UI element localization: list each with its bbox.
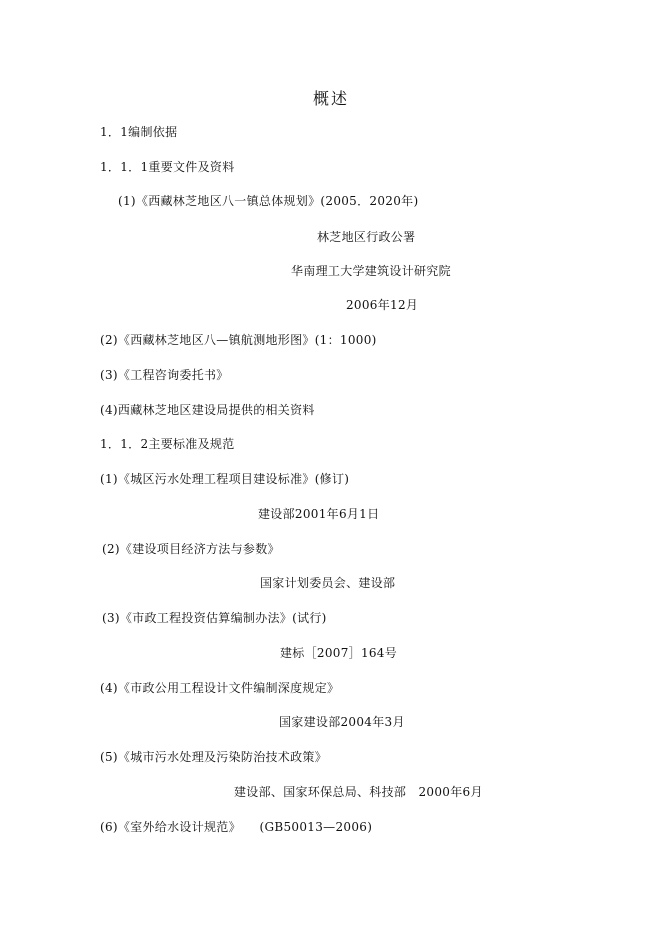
subsection-heading-1-1-2: 1．1．2主要标准及规范 xyxy=(100,437,235,451)
section-heading-1-1: 1．1编制依据 xyxy=(100,125,178,139)
std3-title: (3)《市政工程投资估算编制办法》(试行) xyxy=(102,611,327,625)
std5-title: (5)《城市污水处理及污染防治技术政策》 xyxy=(100,750,327,764)
std4-title: (4)《市政公用工程设计文件编制深度规定》 xyxy=(100,681,340,695)
std1-title: (1)《城区污水处理工程项目建设标准》(修订) xyxy=(100,472,350,486)
doc1-title: (1)《西藏林芝地区八一镇总体规划》(2005．2020年) xyxy=(118,194,419,208)
std2-issuer: 国家计划委员会、建设部 xyxy=(260,576,396,590)
doc1-date: 2006年12月 xyxy=(346,298,419,312)
std3-issuer: 建标［2007］164号 xyxy=(280,646,398,660)
doc3-title: (3)《工程咨询委托书》 xyxy=(100,368,229,382)
subsection-heading-1-1-1: 1．1．1重要文件及资料 xyxy=(100,160,235,174)
doc2-title: (2)《西藏林芝地区八—镇航测地形图》(1：1000) xyxy=(100,333,377,347)
std1-issuer: 建设部2001年6月1日 xyxy=(258,507,380,521)
doc1-author: 华南理工大学建筑设计研究院 xyxy=(291,264,451,278)
std6-title: (6)《室外给水设计规范》 (GB50013—2006) xyxy=(100,820,373,834)
std5-issuer: 建设部、国家环保总局、科技部 2000年6月 xyxy=(234,785,483,799)
std4-issuer: 国家建设部2004年3月 xyxy=(279,715,405,729)
document-title: 概述 xyxy=(313,89,350,108)
doc4-title: (4)西藏林芝地区建设局提供的相关资料 xyxy=(100,403,315,417)
doc1-issuer: 林芝地区行政公署 xyxy=(317,230,416,244)
std2-title: (2)《建设项目经济方法与参数》 xyxy=(102,542,280,556)
